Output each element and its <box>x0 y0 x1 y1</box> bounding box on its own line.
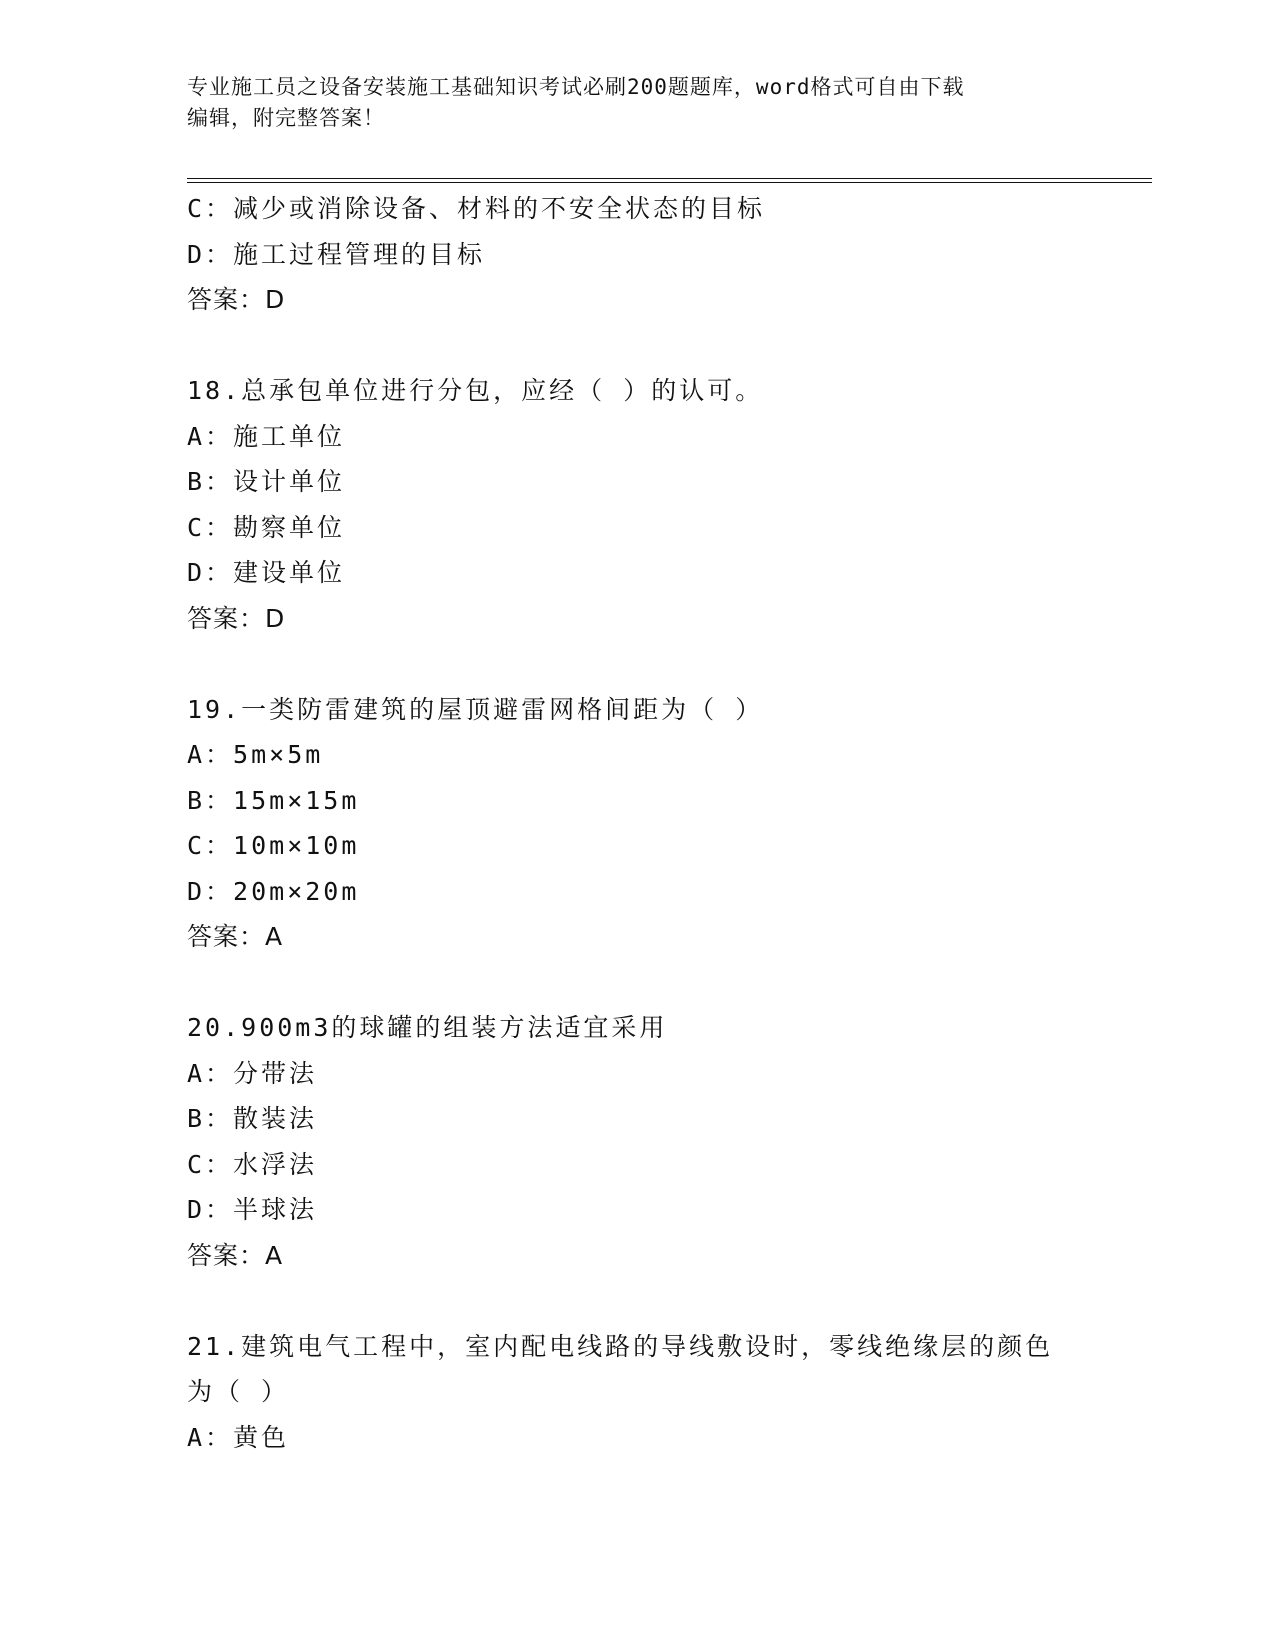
question-text: 21.建筑电气工程中，室内配电线路的导线敷设时，零线绝缘层的颜色 <box>187 1331 1054 1361</box>
spacer <box>187 323 1087 369</box>
question-text: 19.一类防雷建筑的屋顶避雷网格间距为（ ） <box>187 694 764 724</box>
option-text: C：减少或消除设备、材料的不安全状态的目标 <box>187 194 766 223</box>
spacer <box>187 641 1087 687</box>
option-text: D：半球法 <box>187 1195 318 1224</box>
option-text: D：20m×20m <box>187 876 360 906</box>
spacer <box>187 960 1087 1006</box>
question-list <box>187 186 1087 1460</box>
option-text: B：散装法 <box>187 1104 318 1133</box>
option-text: A：5m×5m <box>187 740 324 769</box>
answer-text: 答案：A <box>187 922 284 951</box>
option-text: C：勘察单位 <box>187 512 346 542</box>
option-text: A：分带法 <box>187 1058 318 1088</box>
answer-text: 答案：A <box>187 1240 284 1270</box>
header-line-1: 专业施工员之设备安装施工基础知识考试必刷200题题库，word格式可自由下载 <box>187 75 965 99</box>
option-text: C：10m×10m <box>187 831 360 860</box>
question-text: 18.总承包单位进行分包，应经（ ）的认可。 <box>187 376 764 405</box>
answer-text: 答案：D <box>187 285 286 314</box>
option-text: B：设计单位 <box>187 467 346 496</box>
option-text: B：15m×15m <box>187 785 360 815</box>
document-header <box>187 72 1087 134</box>
option-text: D：建设单位 <box>187 558 346 587</box>
header-divider-bottom <box>187 182 1152 183</box>
question-text: 为（ ） <box>187 1377 290 1406</box>
answer-text: 答案：D <box>187 603 286 633</box>
option-text: C：水浮法 <box>187 1149 318 1179</box>
option-text: D：施工过程管理的目标 <box>187 239 486 269</box>
header-line-2: 编辑，附完整答案！ <box>187 106 385 130</box>
option-text: A：施工单位 <box>187 421 346 451</box>
question-text: 20.900m3的球罐的组装方法适宜采用 <box>187 1013 668 1042</box>
spacer <box>187 1278 1087 1324</box>
option-text: A：黄色 <box>187 1422 290 1452</box>
header-divider-top <box>187 178 1152 179</box>
